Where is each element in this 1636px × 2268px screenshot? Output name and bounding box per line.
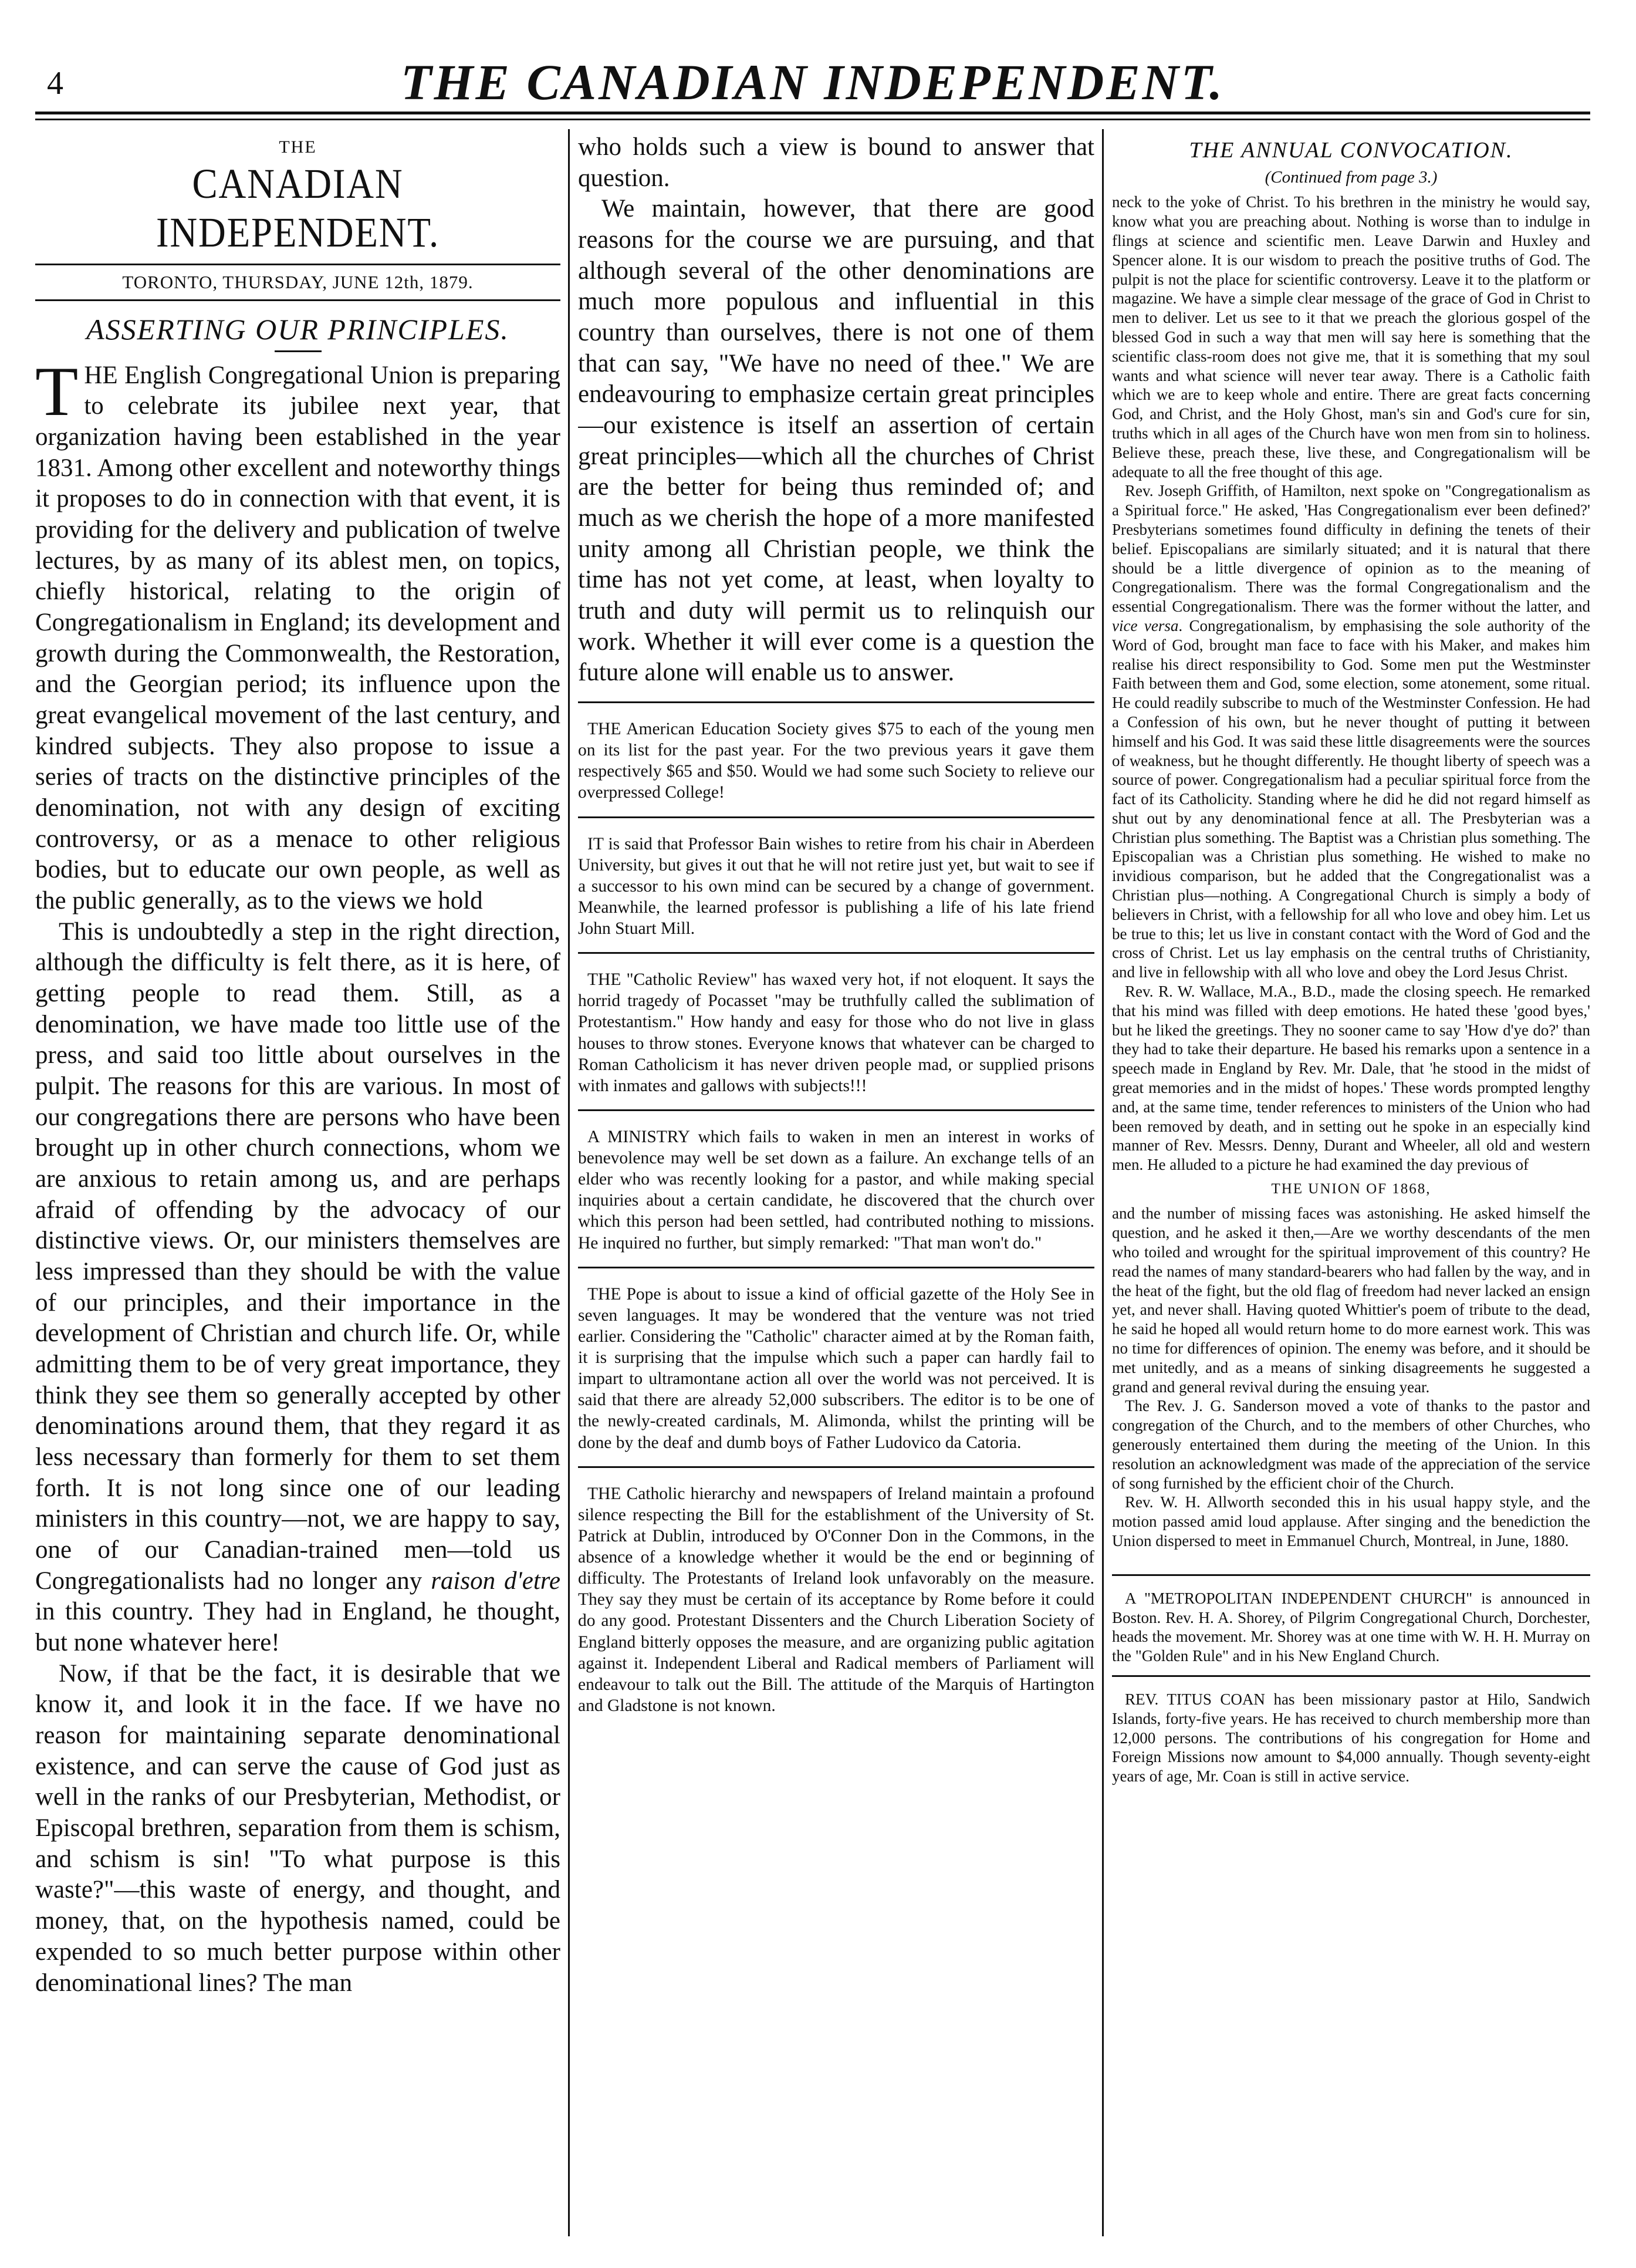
article-paragraph: Now, if that be the fact, it is desirable that we know it, and look it in the face. If we have no reason for maintaining separate denominational existence, and can serve the cause of God just as well in the ranks of our Presbyterian, Methodist, or Episcopal brethren, separation from them is schism, and schism is sin! "To what purpose is this waste?"—this waste of energy, and thought, and money, that, on the hypothesis named, could be expended to so much better purpose within other denominational lines? The man (35, 1659, 560, 1997)
news-item (578, 1109, 1094, 1254)
header-rule-thin (35, 119, 1590, 120)
news-item-text: THE Catholic hierarchy and newspapers of Ireland maintain a profound silence respecting the Bill for the establishment of the University of St. Patrick at Dublin, introduced by O'Conner Don in the Commons, in the absence of a knowledge whether it would be the end or beginning of difficulty. The Protestants of Ireland look unfavorably on the measure. They say they must be certain of its acceptance by Rome before it could do any good. Protestant Dissenters and the Church Liberation Society of England bitterly opposes the measure, and are organizing public agitation against it. Independent Liberal and Radical members of Parliament will endeavour to talk out the Bill. The attitude of the Marquis of Hartington and Gladstone is not known. (578, 1484, 1094, 1715)
news-item (578, 816, 1094, 940)
article-paragraph: Rev. R. W. Wallace, M.A., B.D., made the closing speech. He remarked that his mind was filled with deep emotions. He hated these 'good byes,' but he liked the greetings. They no sooner came to say 'How d'ye do?' than they had to take their departure. He based his remarks upon a sentence in a speech made in England by Rev. Mr. Dale, that 'he stood in the midst of great memories and in the midst of hopes.' These words prompted lengthy and, at the same time, tender references to ministers of the Union who had been removed by death, and in setting out he spoke in an especially kind manner of Rev. Messrs. Denny, Durant and Wheeler, all old and western men. He alluded to a picture he had examined the day previous of (1112, 983, 1590, 1174)
news-item-text: THE Pope is about to issue a kind of official gazette of the Holy See in seven languages. It may be wondered that the venture was not tried earlier. Considering the "Catholic" character aimed at by the Roman faith, it is surprising that the impulse which such a paper can hardly fail to impart to ultramontane action all over the world was not perceived. It is said that there are already 52,000 subscribers. The editor is to be one of the newly-created cardinals, M. Alimonda, whilst the printing will be done by the deaf and dumb boys of Father Ludovico da Catoria. (578, 1284, 1094, 1452)
column-editorial-notes (578, 132, 1094, 2233)
article-heading: THE ANNUAL CONVOCATION. (1189, 138, 1513, 163)
news-item-text: A "METROPOLITAN INDEPENDENT CHURCH" is announced in Boston. Rev. H. A. Shorey, of Pilgrim Congregational Church, Dorchester, heads the movement. Mr. Shorey was at one time with W. H. H. Murray on the "Golden Rule" and in his New England Church. (1112, 1589, 1590, 1665)
column-convocation (1112, 132, 1590, 2233)
news-item (578, 952, 1094, 1096)
news-item-text: REV. TITUS COAN has been missionary pastor at Hilo, Sandwich Islands, forty-five years. He has received to church membership more than 12,000 persons. The contributions of his congregation for Home and Foreign Missions now amount to $4,000 annually. Though seventy-eight years of age, Mr. Coan is still in active service. (1112, 1690, 1590, 1786)
article-paragraph (35, 917, 560, 1659)
italic-phrase: vice versa (1112, 616, 1179, 635)
article-paragraph: neck to the yoke of Christ. To his brethren in the ministry he would say, know what you are preaching about. Nothing is worse than to indulge in flings at science and scientific men. Leave Darwin and Huxley and Spencer alone. It is our wisdom to preach the positive truths of God. The pulpit is not the place for scientific controversy. Leave it to the platform or magazine. We have a simple clear message of the grace of God in Christ to men to deliver. Let us see to it that we preach the glorious gospel of the blessed God in such a way that men will say here is something that the scientific class-room does not give me, that it is something that my soul wants and what science will never tear away. There is a Catholic faith which we are to keep whole and entire. There are great facts concerning God, and Christ, and the Holy Ghost, man's sin and God's cure for sin, truths which in all ages of the Church have won men from sin to holiness. Believe these, preach these, live these, and Congregationalism will be adequate to all the free thought of this age. (1112, 193, 1590, 481)
masthead-the: THE (279, 137, 317, 157)
italic-phrase: raison d'etre (431, 1567, 560, 1595)
paragraph-text: Rev. Joseph Griffith, of Hamilton, next spoke on "Congregationalism as a Spiritual force." He asked, 'Has Congregationalism ever been defined?' Presbyterians sometimes found difficulty in defining the tenets of their belief. Episcopalians are similarly situated; and it is natural that there should be a little divergence of opinion as to the meaning of Congregationalism. There was the formal Congregationalism and the essential Congregationalism. There was the former without the latter, and (1112, 482, 1590, 616)
article-paragraph: The Rev. J. G. Sanderson moved a vote of thanks to the pastor and congregation of the Church, and to the members of other Churches, who generously entertained them during the meeting of the Union. In this resolution an acknowledgment was made of the appreciation of the service of song furnished by the efficient choir of the Church. (1112, 1397, 1590, 1492)
drop-cap: T (35, 352, 79, 430)
masthead: CANADIAN INDEPENDENT. (156, 160, 440, 256)
article-paragraph (1112, 481, 1590, 982)
news-item-text: THE "Catholic Review" has waxed very hot, if not eloquent. It says the horrid tragedy of Pocasset "may be truthfully called the sublimation of Protestantism." How handy and easy for those who do not live in glass houses to throw stones. Everyone knows that whatever can be charged to Roman Catholicism it has never driven people mad, or supplied prisons with inmates and gallows with subjects!!! (578, 970, 1094, 1095)
column-divider (1102, 129, 1104, 2236)
article-paragraph: and the number of missing faces was astonishing. He asked himself the question, and he asked it then,—Are we worthy descendants of the men who toiled and wrought for the spiritual improvement of this country? He read the names of many standard-bearers who had fallen by the way, and in the heat of the fight, but the old flag of freedom had never lacked an ensign yet, and never shall. Having quoted Whittier's poem of tribute to the dead, he said he hoped all would return home to do more earnest work. This was no time for differences of opinion. The enemy was before, and it should be met unitedly, and as a means of sinking disagreements he suggested a grand and general revival during the ensuing year. (1112, 1204, 1590, 1396)
news-item-text: A MINISTRY which fails to waken in men an interest in works of benevolence may well be set down as a failure. An exchange tells of an elder who was recently looking for a pastor, and while making special inquiries about a certain candidate, he discovered that the church over which this person had been settled, had contributed nothing to missions. He inquired no further, but simply remarked: "That man won't do." (578, 1127, 1094, 1253)
article-paragraph: Rev. W. H. Allworth seconded this in his usual happy style, and the motion passed amid loud applause. After singing and the benediction the Union dispersed to meet in Emmanuel Church, Montreal, in June, 1880. (1112, 1493, 1590, 1550)
publication-title: THE CANADIAN INDEPENDENT. (401, 54, 1225, 110)
article-paragraph: We maintain, however, that there are good reasons for the course we are pursuing, and that although several of the other denominations are much more populous and influential in this country than ourselves, there is not one of them that can say, "We have no need of thee." We are endeavouring to emphasize certain great principles—our existence is itself an assertion of certain great principles—which all the churches of Christ are the better for being thus reminded of; and much as we cherish the hope of a more manifested unity among all Christian people, we think the time has not yet come, at least, when loyalty to truth and duty will permit us to relinquish our work. Whether it will ever come is a question the future alone will enable us to answer. (578, 195, 1094, 687)
paragraph-text: HE English Congregational Union is preparing to celebrate its jubilee next year, that organization having been established in the year 1831. Among other excellent and noteworthy things it proposes to do in connection with that event, it is providing for the delivery and publication of twelve lectures, by as many of its ablest men, on topics, chiefly historical, relating to the origin of Congregationalism in England; its development and growth during the Commonwealth, the Restoration, and the Georgian period; its influence upon the great evangelical movement of the last century, and kindred subjects. They also propose to issue a series of tracts on the distinctive principles of the denomination, not with any design of exciting controversy, or as a menace to other religious bodies, but to educate our own people, as well as the public generally, as to the views we hold (35, 361, 560, 914)
article-paragraph (35, 352, 560, 917)
news-item (578, 701, 1094, 804)
dateline: TORONTO, THURSDAY, JUNE 12th, 1879. (35, 264, 560, 301)
paragraph-text: in this country. They had in England, he thought, but none whatever here! (35, 1598, 560, 1657)
paragraph-text: . Congregationalism, by emphasising the sole authority of the Word of God, brought man face to face with his Maker, and makes him realise his direct responsibility to God. Some men put the Westminster Faith between them and God, some election, some atonement, some ritual. He could readily subscribe to much of the Westminster Confession. He had a Confession of his own, but he never thought of putting it between himself and his God. It was said these little disagreements were the sources of weakness, but he thought differently. He thought liberty of speech was a source of power. Congregationalism had a peculiar spiritual force from the fact of its Catholicity. Standing where he did he did not regard himself as shut out by any denominational fence at all. The Presbyterian was a Christian plus something. The Baptist was a Christian plus something. The Episcopalian was a Christian plus something. He wished to make no invidious comparison, but he added that the Congregationalist was a Christian plus—nothing. A Congregational Church is simply a body of believers in Christ, with a fellowship for all who love and obey him. Let us be true to this; let us live in constant contact with the Word of God and the cross of Christ. Let us lay emphasis on the central truths of Christianity, and live in fellowship with all who love and obey the Lord Jesus Christ. (1112, 616, 1590, 981)
page-header (35, 53, 1590, 117)
continued-note: (Continued from page 3.) (1265, 168, 1438, 187)
article-paragraph: who holds such a view is bound to answer that question. (578, 133, 1094, 192)
column-editorial (35, 132, 560, 2233)
news-item-text: IT is said that Professor Bain wishes to retire from his chair in Aberdeen University, but gives it out that he will not retire just yet, but wait to see if a successor to his own mind can be secured by a change of government. Meanwhile, the learned professor is publishing a life of his late friend John Stuart Mill. (578, 834, 1094, 939)
heading-rule (275, 350, 322, 352)
news-item-text: THE American Education Society gives $75 to each of the young men on its list for the past year. For the two previous years it gave them respectively $65 and $50. Would we had some such Society to relieve our overpressed College! (578, 720, 1094, 802)
newspaper-page (35, 53, 1590, 2236)
news-item (1112, 1574, 1590, 1666)
article-heading: ASSERTING OUR PRINCIPLES. (86, 313, 509, 346)
subheading: THE UNION OF 1868, (1271, 1181, 1431, 1197)
news-item (1112, 1675, 1590, 1786)
news-item (578, 1466, 1094, 1716)
news-item (578, 1267, 1094, 1453)
page-number: 4 (47, 65, 63, 102)
column-divider (568, 129, 570, 2236)
paragraph-text: This is undoubtedly a step in the right direction, although the difficulty is felt there, as it is here, of getting people to read them. Still, as a denomination, we have made too little use of the press, and said too little about ourselves in the pulpit. The reasons for this are various. In most of our congregations there are persons who have been brought up in other church connections, whom we are anxious to retain among us, and are perhaps afraid of offending by the advocacy of our distinctive views. Or, our ministers themselves are less impressed than they should be with the value of our principles, and their importance in the development of Christian and church life. Or, while admitting them to be of very great importance, they think they see them so generally accepted by other denominations around them, that they regard it as less necessary than formerly for them to set them forth. It is not long since one of our leading ministers in this country—not, we are happy to say, one of our Canadian-trained men—told us Congregationalists had no longer any (35, 917, 560, 1595)
header-rule (35, 112, 1590, 114)
